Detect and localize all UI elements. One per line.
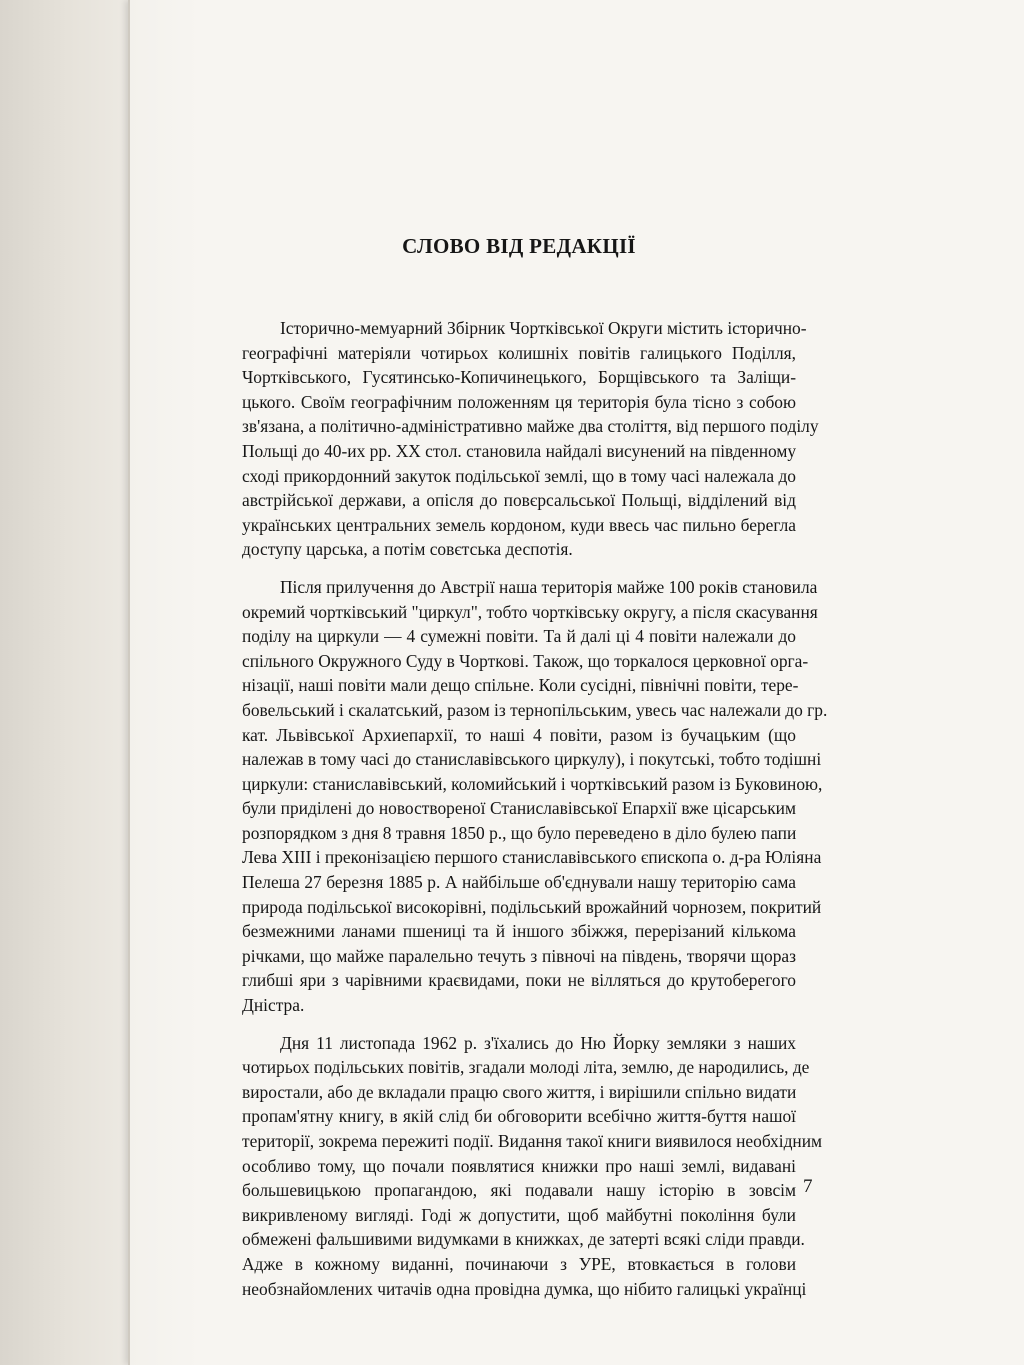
paragraph — [242, 1031, 823, 1302]
text-line: викривленому вигляді. Годі ж допустити, щоб майбутні покоління були — [242, 1204, 796, 1225]
text-line: доступу царська, а потім совєтська деспотія. — [242, 539, 573, 560]
text-line: Польщі до 40-их рр. XX стол. становила найдалі висунений на південному — [242, 440, 797, 461]
text-line: поділу на циркули — 4 сумежні повіти. Та й далі ці 4 повіти належали до — [242, 626, 796, 647]
text-line: сході прикордонний закуток подільської землі, що в тому часі належала до — [242, 465, 796, 486]
text-line: бовельський і скалатський, разом із тернопільським, увесь час належали до гр. — [242, 699, 828, 720]
text-line: чотирьох подільських повітів, згадали молоді літа, землю, де народились, де — [242, 1057, 810, 1078]
paragraphs-container — [242, 316, 828, 1301]
text-body — [242, 232, 828, 1314]
text-line: Історично-мемуарний Збірник Чортківської Округи містить історично- — [280, 318, 807, 338]
text-line: спільного Окружного Суду в Чорткові. Також, що торкалося церковної орга- — [242, 650, 809, 671]
text-line: Лева XIII і преконізацією першого станиславівського єпископа о. д-ра Юліяна — [242, 847, 822, 868]
text-line: Після прилучення до Австрії наша територія майже 100 років становила — [280, 576, 818, 597]
paragraph — [242, 316, 819, 562]
text-line: українських центральних земель кордоном, куди ввесь час пильно берегла — [242, 514, 796, 535]
text-line: пропам'ятну книгу, в якій слід би обговорити всебічно життя-буття нашої — [242, 1106, 796, 1127]
text-line: циркули: станиславівський, коломийський і чортківський разом із Буковиною, — [242, 773, 823, 794]
text-line: географічні матеріяли чотирьох колишніх повітів галицького Поділля, — [242, 342, 796, 363]
text-line: Дністра. — [242, 995, 305, 1016]
text-line: нізації, наші повіти мали дещо спільне. Коли сусідні, північні повіти, тере- — [242, 675, 799, 696]
text-line: цького. Своїм географічним положенням ця територія була тісно з собою — [242, 391, 796, 412]
text-line: австрійської держави, а опісля до повєрсальської Польщі, відділений від — [242, 490, 796, 511]
text-line: безмежними ланами пшениці та й іншого збіжжя, перерізаний кількома — [242, 921, 796, 942]
text-line: окремий чортківський "циркул", тобто чортківську округу, а після скасування — [242, 601, 818, 622]
text-line: виростали, або де вкладали працю свого життя, і вирішили спільно видати — [242, 1081, 797, 1102]
text-line: необзнайомлених читачів одна провідна думка, що нібито галицькі українці — [242, 1278, 807, 1299]
text-line: Чортківського, Гусятинсько-Копичинецького, Борщівського та Заліщи- — [242, 367, 796, 388]
text-line: глибші яри з чарівними краєвидами, поки не вілляться до крутоберегого — [242, 970, 796, 991]
text-line: природа подільської високорівні, подільський врожайний чорнозем, покритий — [242, 896, 822, 917]
text-line: Дня 11 листопада 1962 р. з'їхались до Ню Йорку земляки з наших — [280, 1032, 796, 1053]
text-line: особливо тому, що почали появлятися книжки про наші землі, видавані — [242, 1155, 796, 1176]
text-line: були приділені до новоствореної Станиславівської Епархії вже цісарським — [242, 798, 796, 819]
paragraph — [242, 575, 828, 1018]
text-line: Пелеша 27 березня 1885 р. А найбільше об'єднували нашу територію сама — [242, 872, 796, 893]
text-line: річками, що майже паралельно течуть з півночі на південь, творячи щораз — [242, 945, 796, 966]
text-line: розпорядком з дня 8 травня 1850 р., що було переведено в діло булею папи — [242, 822, 797, 843]
page-number: 7 — [803, 1176, 813, 1197]
text-line: большевицькою пропагандою, які подавали нашу історію в зовсім — [242, 1180, 796, 1201]
text-line: належав в тому часі до станиславівського циркулу), і покутські, тобто тодішні — [242, 749, 822, 770]
page-title: СЛОВО ВІД РЕДАКЦІЇ — [402, 234, 636, 258]
text-line: обмежені фальшивими видумками в книжках, де затерті всякі сліди правди. — [242, 1229, 805, 1250]
text-line: території, зокрема пережиті події. Видання такої книги виявилося необхідним — [242, 1131, 823, 1151]
text-line: Адже в кожному виданні, починаючи з УРЕ, втовкається в голови — [242, 1253, 796, 1274]
text-line: кат. Львівської Архиепархії, то наші 4 повіти, разом із бучацьким (що — [242, 724, 796, 745]
text-line: зв'язана, а політично-адміністративно майже два століття, від першого поділу — [242, 416, 819, 437]
page-edge — [128, 0, 130, 1365]
